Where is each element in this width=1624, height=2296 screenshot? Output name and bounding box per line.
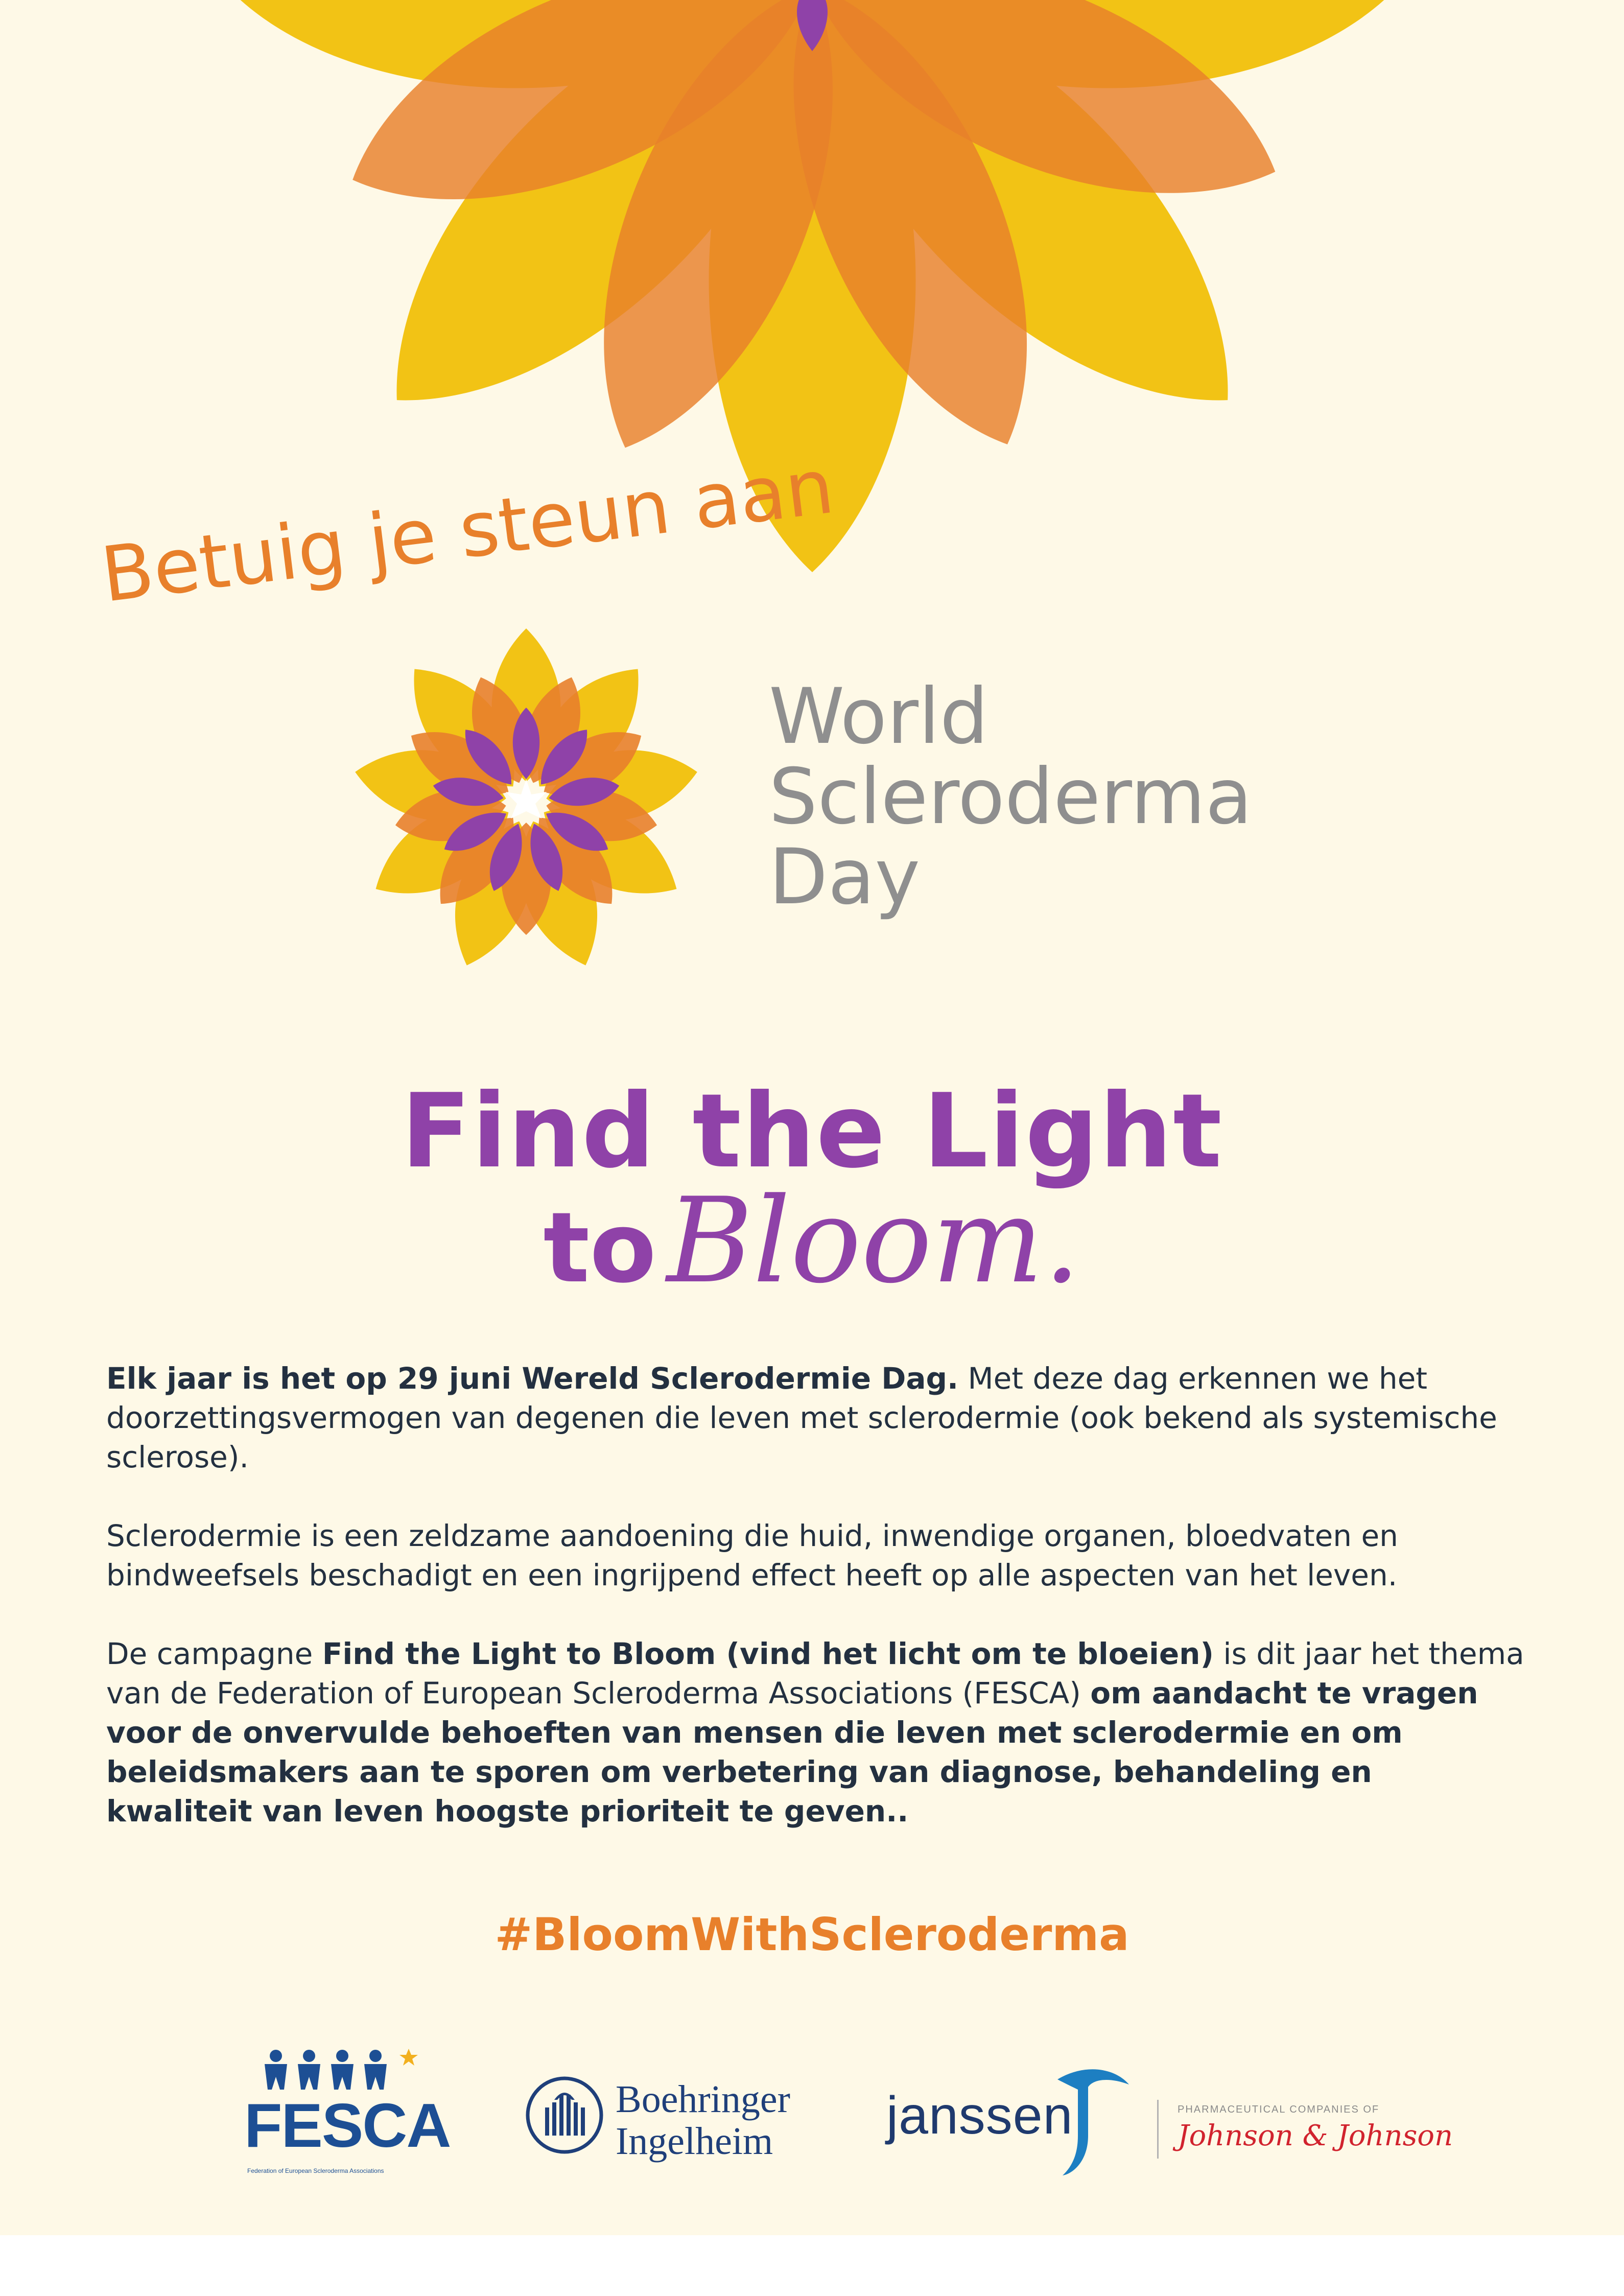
hashtag: #BloomWithScleroderma: [495, 1908, 1129, 1961]
body-text: [106, 1359, 1526, 1870]
headline-to: to: [543, 1191, 656, 1304]
paragraph-3: [106, 1634, 1526, 1831]
tagline: Betuig je steun aan: [97, 442, 839, 619]
campaign-headline: [0, 1073, 1624, 1330]
fesca-subtitle: Federation of European Scleroderma Associations: [247, 2167, 384, 2174]
jj-caption: PHARMACEUTICAL COMPANIES OF: [1178, 2104, 1380, 2115]
boehringer-ingelheim-wordmark: [616, 2078, 790, 2162]
janssen-logo: [886, 2059, 1453, 2187]
wordmark-line-3: Day: [769, 833, 921, 922]
paragraph-1-rest: Met deze dag erkennen we het doorzettingsvermogen van degenen die leven met sclerodermie (ook bekend als systemische sclerose).: [106, 1361, 1497, 1474]
world-scleroderma-day-flower-icon: [347, 623, 705, 981]
people-icon: [261, 2049, 424, 2095]
headline-line-2: [0, 1173, 1624, 1330]
swoosh-icon: [1052, 2059, 1134, 2176]
sponsor-logos: [0, 2033, 1624, 2207]
johnson-and-johnson-wordmark: Johnson & Johnson: [1178, 2119, 1453, 2152]
janssen-wordmark: janssen: [886, 2086, 1073, 2145]
boehringer-ingelheim-logo: [524, 2074, 810, 2161]
boehringer-line-2: Ingelheim: [616, 2120, 773, 2163]
world-scleroderma-day-wordmark: [769, 672, 1253, 922]
wordmark-line-2: Scleroderma: [769, 753, 1253, 841]
fesca-wordmark: FESCA: [244, 2091, 451, 2160]
building-icon: [524, 2074, 605, 2156]
wordmark-line-1: World: [769, 672, 988, 761]
paragraph-1-bold: Elk jaar is het op 29 juni Wereld Sclerodermie Dag.: [106, 1361, 959, 1396]
paragraph-2: Sclerodermie is een zeldzame aandoening die huid, inwendige organen, bloedvaten en bindweefsels beschadigt en een ingrijpend effect heeft op alle aspecten van het leven.: [106, 1518, 1398, 1592]
logo-divider: [1157, 2100, 1159, 2159]
headline-bloom: Bloom.: [666, 1173, 1081, 1309]
paragraph-3-part-c: is dit jaar het thema van de Federation of European Scleroderma Associations (FESCA): [106, 1636, 1524, 1711]
paragraph-1: [106, 1359, 1526, 1477]
paragraph-3-call-to-action: om aandacht te vragen voor de onvervulde behoeften van mensen die leven met sclerodermie en om beleidsmakers aan te sporen om verbetering van diagnose, behandeling en kwaliteit van leven hoogste prioriteit te geven..: [106, 1676, 1478, 1829]
fesca-logo: [240, 2033, 451, 2197]
boehringer-line-1: Boehringer: [616, 2078, 790, 2121]
headline-line-1: Find the Light: [401, 1072, 1223, 1191]
paragraph-3-part-a: De campagne: [106, 1636, 322, 1671]
paragraph-3-campaign-name: Find the Light to Bloom (vind het licht om te bloeien): [322, 1636, 1214, 1671]
